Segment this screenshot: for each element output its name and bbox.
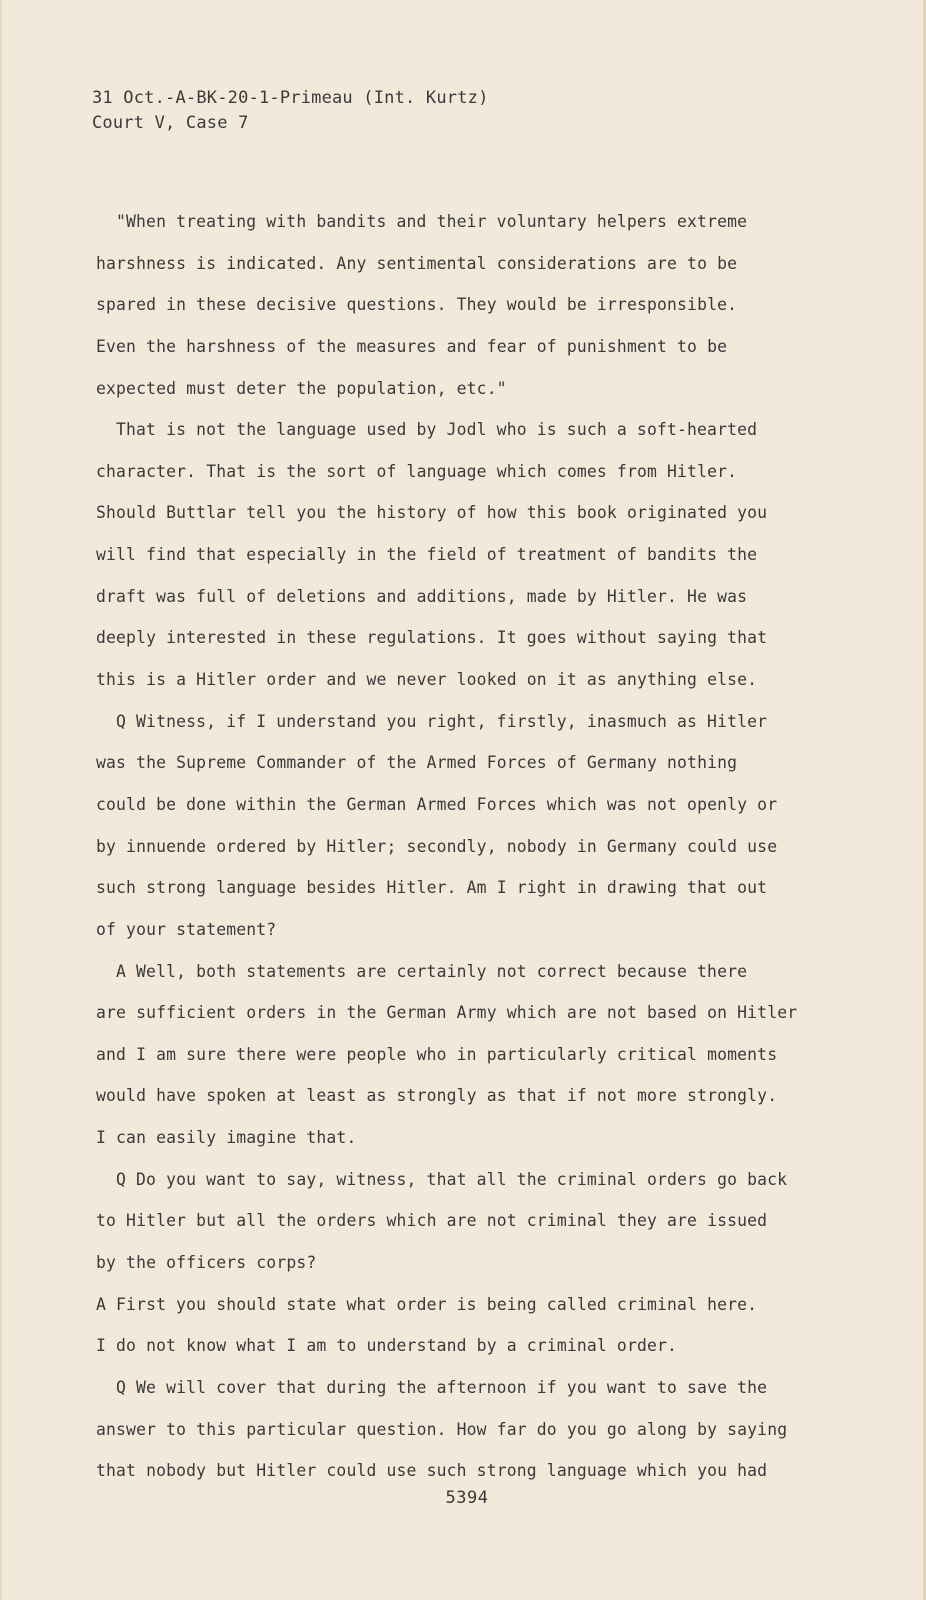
text-line: Q We will cover that during the afternoon if you want to save the (116, 1377, 768, 1397)
transcript-body (96, 206, 826, 1497)
text-line: Q Do you want to say, witness, that all the criminal orders go back (116, 1169, 788, 1189)
text-line: this is a Hitler order and we never looked on it as anything else. (96, 670, 758, 690)
text-line: I do not know what I am to understand by a criminal order. (96, 1336, 678, 1356)
text-line: harshness is indicated. Any sentimental considerations are to be (96, 253, 738, 273)
page-number: 5394 (445, 1488, 489, 1508)
text-line: Q Witness, if I understand you right, firstly, inasmuch as Hitler (116, 711, 768, 731)
text-line: character. That is the sort of language which comes from Hitler. (96, 461, 738, 481)
text-line: that nobody but Hitler could use such strong language which you had (96, 1461, 768, 1481)
text-line: will find that especially in the field of treatment of bandits the (96, 545, 758, 565)
text-line: A Well, both statements are certainly not correct because there (116, 961, 748, 981)
text-line: That is not the language used by Jodl who is such a soft-hearted (116, 420, 758, 440)
text-line: answer to this particular question. How far do you go along by saying (96, 1419, 788, 1439)
header-line-2: Court V, Case 7 (92, 113, 249, 133)
text-line: Even the harshness of the measures and fear of punishment to be (96, 336, 728, 356)
text-line: would have spoken at least as strongly as that if not more strongly. (96, 1086, 778, 1106)
document-header (92, 86, 489, 136)
text-line: spared in these decisive questions. They would be irresponsible. (96, 295, 738, 315)
text-line: Should Buttlar tell you the history of how this book originated you (96, 503, 768, 523)
text-line: expected must deter the population, etc." (96, 378, 507, 398)
text-line: "When treating with bandits and their voluntary helpers extreme (116, 212, 748, 231)
text-line: by innuende ordered by Hitler; secondly, nobody in Germany could use (96, 836, 778, 856)
text-line: by the officers corps? (96, 1253, 317, 1273)
text-line: could be done within the German Armed Forces which was not openly or (96, 794, 778, 814)
text-line: of your statement? (96, 919, 277, 939)
text-line: such strong language besides Hitler. Am I right in drawing that out (96, 878, 768, 898)
text-line: deeply interested in these regulations. It goes without saying that (96, 628, 768, 648)
text-line: I can easily imagine that. (96, 1128, 357, 1148)
text-line: was the Supreme Commander of the Armed Forces of Germany nothing (96, 753, 738, 773)
text-line: draft was full of deletions and additions, made by Hitler. He was (96, 586, 748, 606)
text-line: and I am sure there were people who in particularly critical moments (96, 1044, 778, 1064)
text-line: are sufficient orders in the German Army which are not based on Hitler (96, 1003, 798, 1023)
text-line: to Hitler but all the orders which are not criminal they are issued (96, 1211, 768, 1231)
header-line-1: 31 Oct.-A-BK-20-1-Primeau (Int. Kurtz) (92, 88, 489, 108)
text-line: A First you should state what order is being called criminal here. (96, 1294, 758, 1314)
